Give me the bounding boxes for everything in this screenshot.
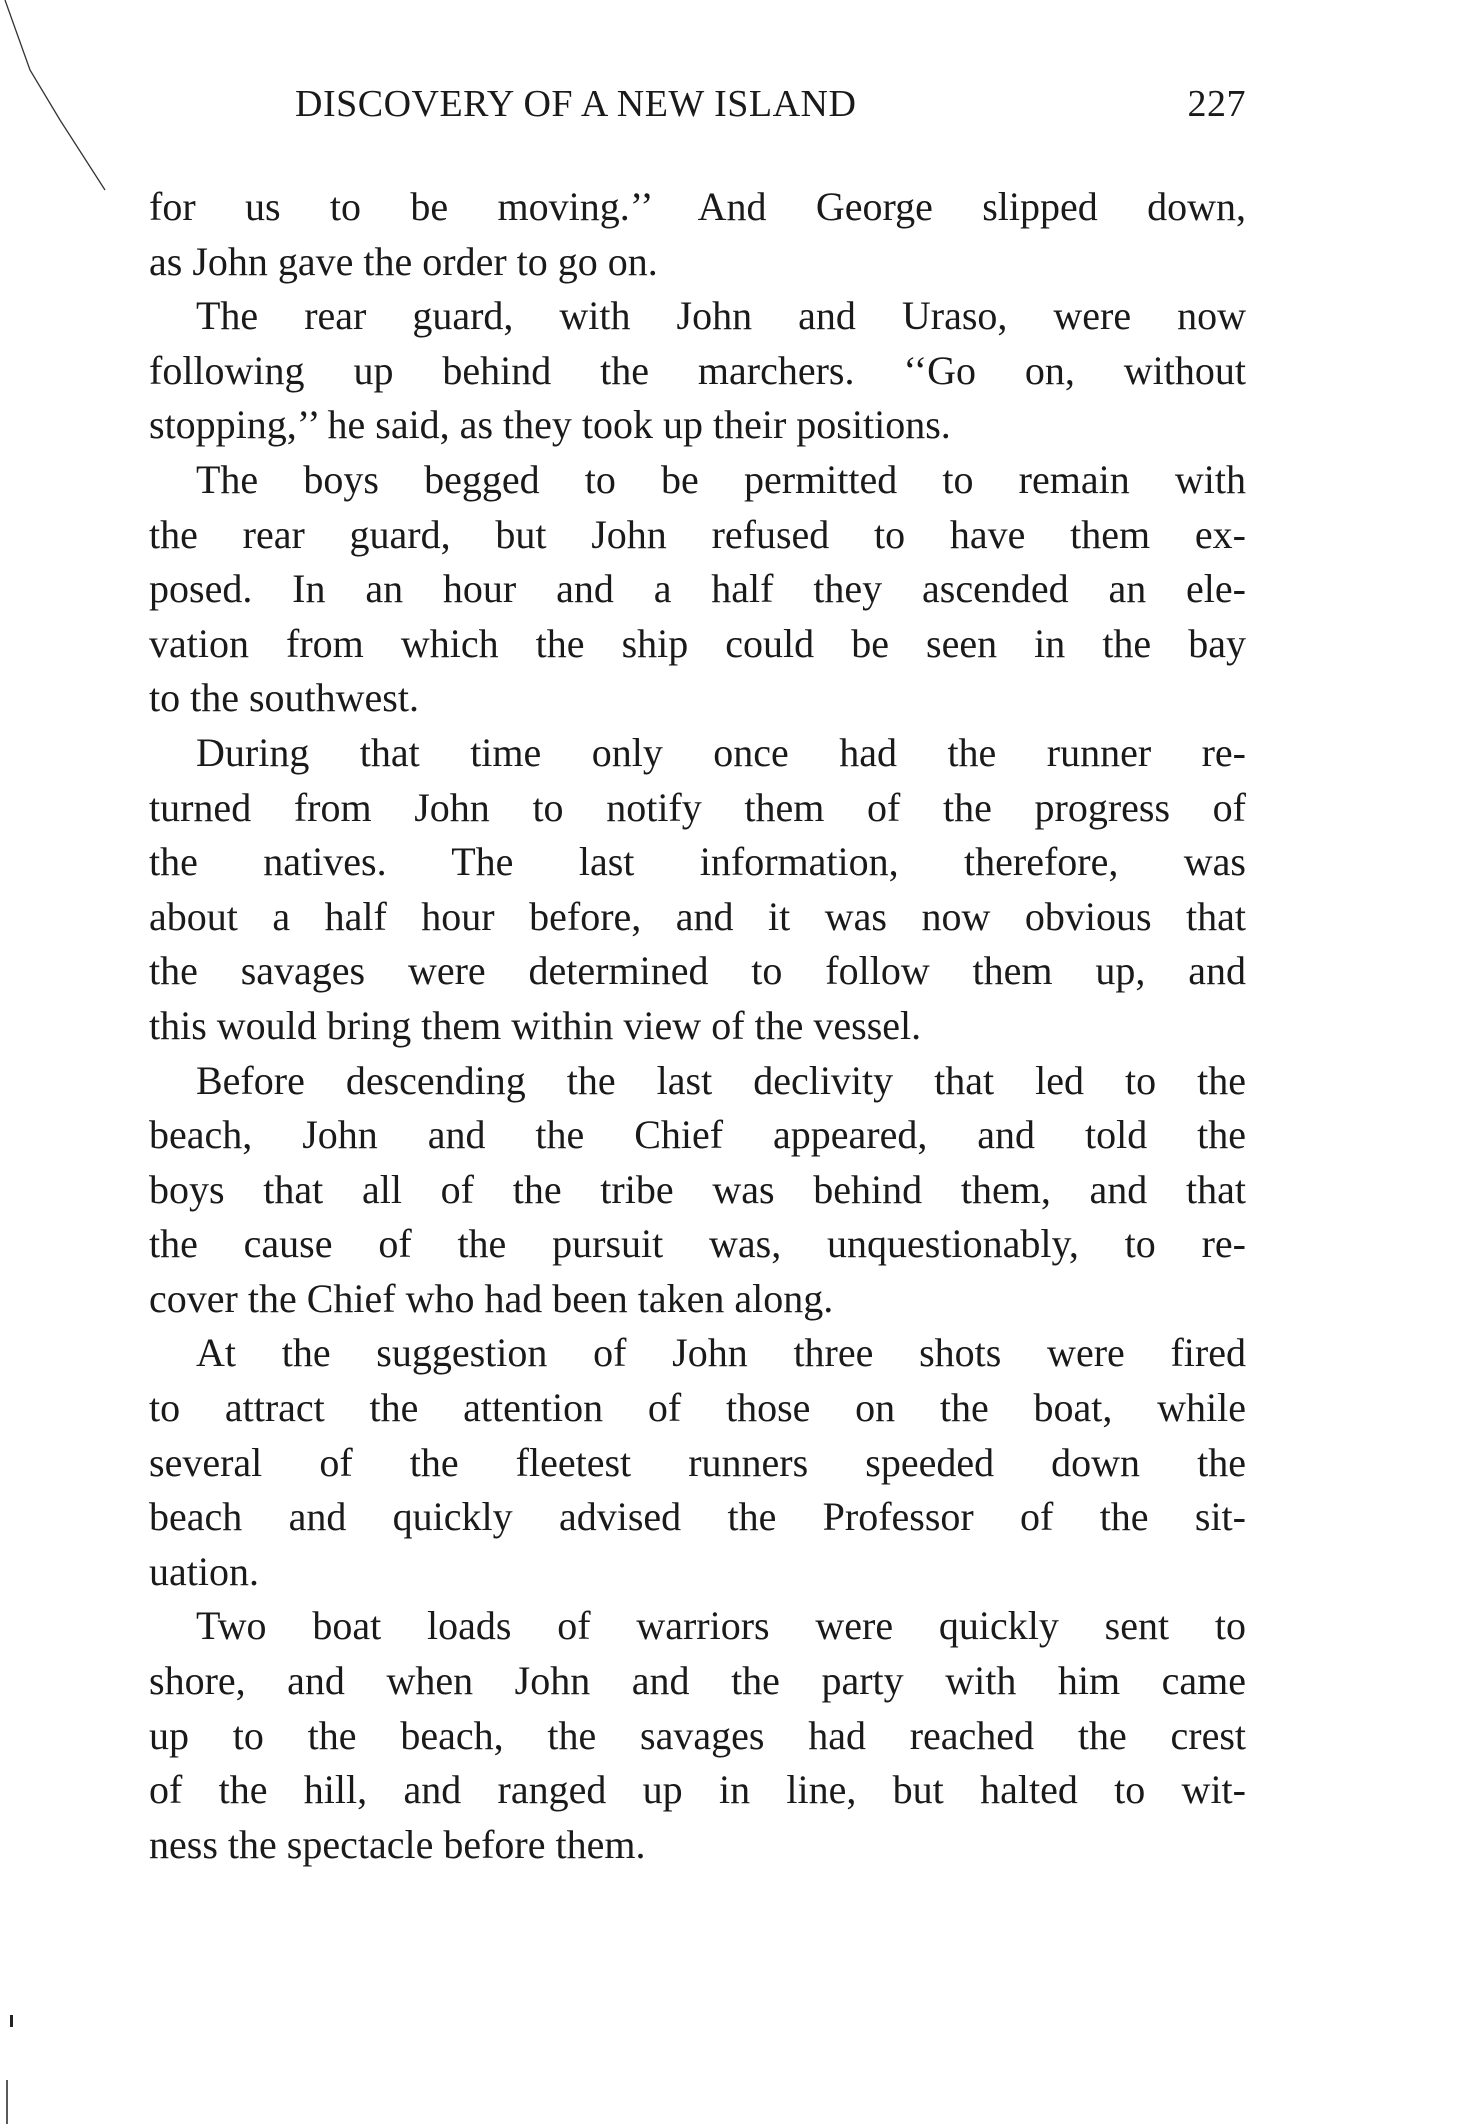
- text-line: this would bring them within view of the vessel.: [149, 1002, 922, 1048]
- text-line: several of the fleetest runners speeded down the: [149, 1439, 1246, 1485]
- text-line: beach, John and the Chief appeared, and told the: [149, 1112, 1246, 1158]
- text-line: following up behind the marchers. ‘‘Go on, without: [149, 347, 1246, 393]
- text-line: posed. In an hour and a half they ascended an ele-: [149, 566, 1246, 612]
- body-text: [149, 180, 1246, 1872]
- paragraph: [149, 1599, 1246, 1872]
- text-line: up to the beach, the savages had reached the crest: [149, 1712, 1246, 1758]
- page-number: 227: [1187, 83, 1246, 125]
- text-line: to the southwest.: [149, 675, 419, 721]
- paragraph: [149, 1326, 1246, 1599]
- running-title: DISCOVERY OF A NEW ISLAND: [295, 83, 857, 125]
- text-line: The boys begged to be permitted to remain with: [196, 456, 1246, 502]
- text-line: uation.: [149, 1548, 259, 1594]
- paragraph: [149, 1054, 1246, 1327]
- text-line: as John gave the order to go on.: [149, 238, 658, 284]
- text-line: boys that all of the tribe was behind them, and that: [149, 1166, 1246, 1212]
- running-header: [295, 82, 1246, 132]
- text-line: The rear guard, with John and Uraso, were now: [196, 293, 1246, 339]
- paragraph: [149, 289, 1246, 453]
- text-line: the cause of the pursuit was, unquestionably, to re-: [149, 1221, 1246, 1267]
- text-line: Before descending the last declivity that led to the: [196, 1057, 1246, 1103]
- paragraph: [149, 453, 1246, 726]
- text-line: stopping,’’ he said, as they took up their positions.: [149, 402, 951, 448]
- text-line: During that time only once had the runner re-: [196, 729, 1246, 775]
- paragraph: [149, 726, 1246, 1054]
- text-line: shore, and when John and the party with him came: [149, 1658, 1246, 1704]
- text-line: beach and quickly advised the Professor of the sit-: [149, 1494, 1246, 1540]
- text-line: turned from John to notify them of the progress of: [149, 784, 1246, 830]
- text-line: the natives. The last information, therefore, was: [149, 839, 1246, 885]
- text-line: about a half hour before, and it was now obvious that: [149, 893, 1246, 939]
- text-line: the savages were determined to follow them up, and: [149, 948, 1246, 994]
- text-line: for us to be moving.’’ And George slipped down,: [149, 184, 1246, 229]
- text-line: Two boat loads of warriors were quickly sent to: [196, 1603, 1246, 1649]
- paragraph: [149, 180, 1246, 289]
- text-line: At the suggestion of John three shots were fired: [196, 1330, 1246, 1376]
- text-line: of the hill, and ranged up in line, but halted to wit-: [149, 1767, 1246, 1813]
- text-line: the rear guard, but John refused to have them ex-: [149, 511, 1246, 557]
- text-line: ness the spectacle before them.: [149, 1821, 646, 1867]
- text-line: vation from which the ship could be seen in the bay: [149, 620, 1246, 666]
- text-line: to attract the attention of those on the boat, while: [149, 1385, 1246, 1431]
- text-line: cover the Chief who had been taken along.: [149, 1275, 834, 1321]
